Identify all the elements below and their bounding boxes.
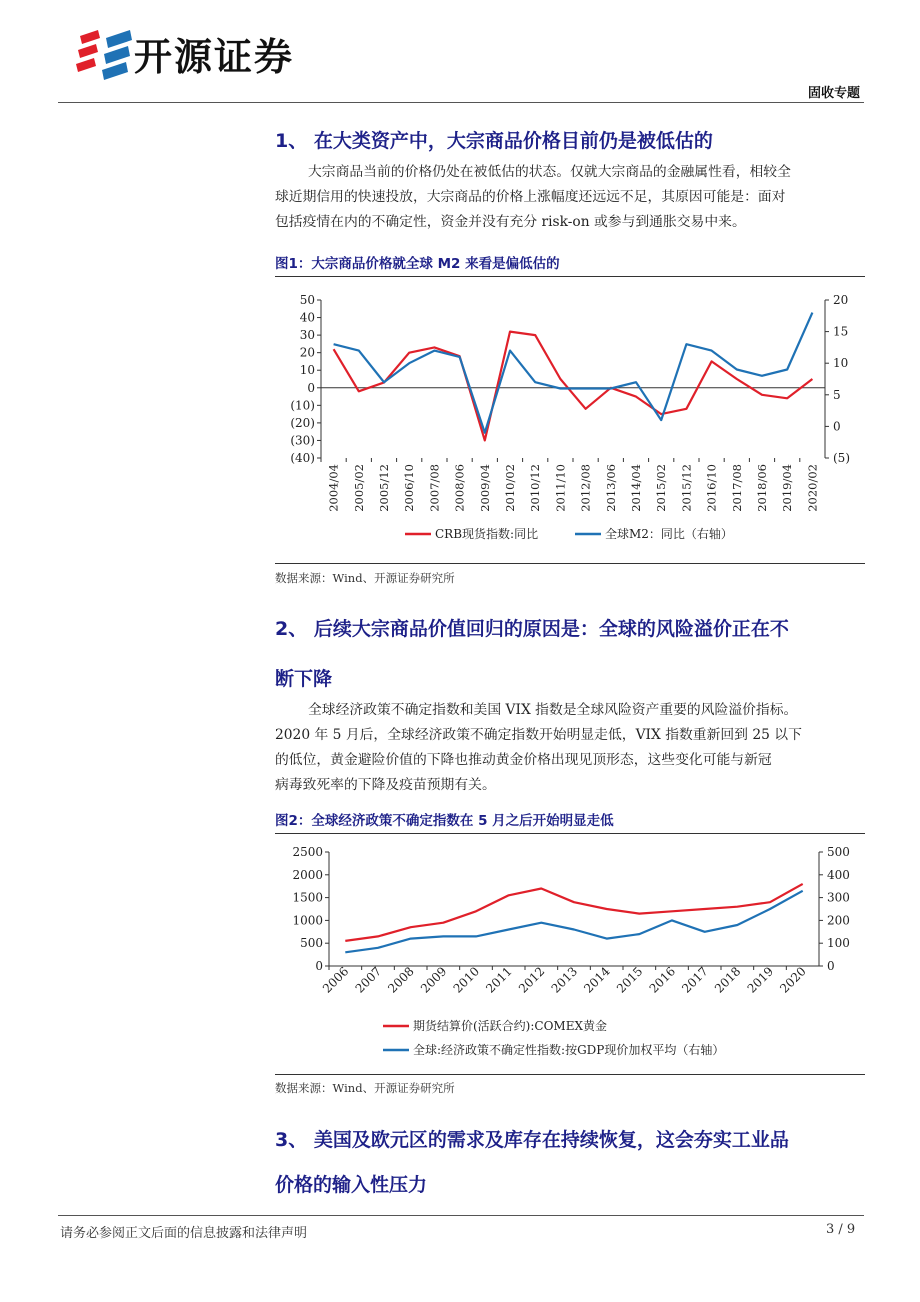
section2-heading-line-2: 断下降 — [275, 668, 333, 690]
fig1-right-tick-label: 5 — [833, 387, 841, 402]
fig1-x-tick-label: 2015/02 — [654, 464, 669, 512]
fig1-left-tick-label: (30) — [290, 433, 315, 448]
report-type: 固收专题 — [807, 86, 860, 101]
fig2-right-tick-label: 100 — [827, 936, 850, 951]
fig2-x-tick-label: 2014 — [581, 964, 613, 996]
figure1-title: 图1：大宗商品价格就全球 M2 来看是偏低估的 — [275, 256, 560, 272]
fig2-x-tick-label: 2011 — [483, 964, 515, 996]
figure1-chart — [275, 282, 865, 562]
footer-divider — [58, 1215, 864, 1216]
fig1-x-tick-label: 2018/06 — [755, 464, 769, 512]
section1-line-2: 球近期信用的快速投放，大宗商品的价格上涨幅度还远远不足，其原因可能是：面对 — [275, 189, 786, 205]
section1-line-3: 包括疫情在内的不确定性，资金并没有充分 risk-on 或参与到通胀交易中来。 — [275, 214, 746, 230]
fig2-x-tick-label: 2013 — [548, 964, 581, 996]
fig1-left-tick-label: (20) — [290, 415, 315, 430]
fig2-right-tick-label: 400 — [827, 867, 850, 882]
fig2-series-2-line — [345, 891, 802, 953]
fig1-left-tick-label: 30 — [299, 328, 315, 343]
fig2-x-tick-label: 2019 — [744, 964, 777, 996]
fig2-x-tick-label: 2009 — [417, 964, 450, 996]
fig1-x-tick-label: 2020/02 — [805, 464, 820, 512]
fig2-left-tick-label: 2000 — [292, 867, 323, 882]
fig1-left-tick-label: (40) — [290, 451, 315, 465]
fig2-x-tick-label: 2006 — [319, 964, 352, 996]
fig1-left-tick-label: 50 — [299, 293, 315, 307]
fig1-x-tick-label: 2006/10 — [402, 464, 417, 512]
fig2-x-tick-label: 2008 — [385, 964, 417, 996]
fig2-left-tick-label: 0 — [315, 959, 323, 973]
section3-heading-line-2: 价格的输入性压力 — [275, 1174, 428, 1196]
footer-disclaimer: 请务必参阅正文后面的信息披露和法律声明 — [60, 1226, 308, 1241]
fig2-x-tick-label: 2015 — [613, 964, 646, 996]
section2-heading-line-1: 2、 后续大宗商品价值回归的原因是：全球的风险溢价正在不 — [275, 618, 789, 640]
fig1-legend-label-1: CRB现货指数:同比 — [435, 527, 539, 541]
fig2-x-tick-label: 2018 — [711, 964, 744, 996]
fig1-x-tick-label: 2008/06 — [452, 464, 467, 512]
fig2-right-tick-label: 300 — [827, 890, 850, 905]
figure2-top-rule — [275, 833, 865, 834]
section2-line-1: 全球经济政策不确定指数和美国 VIX 指数是全球风险资产重要的风险溢价指标。 — [308, 702, 798, 718]
fig2-x-tick-label: 2007 — [352, 964, 385, 996]
fig2-x-tick-label: 2017 — [679, 964, 711, 996]
fig1-x-tick-label: 2007/08 — [427, 464, 442, 512]
fig1-x-tick-label: 2017/08 — [729, 464, 744, 512]
section2-line-4: 病毒致死率的下降及疫苗预期有关。 — [275, 777, 496, 793]
fig2-right-tick-label: 0 — [827, 959, 835, 973]
company-logo-icon — [76, 28, 134, 80]
fig1-x-tick-label: 2011/10 — [553, 464, 568, 512]
fig2-x-tick-label: 2012 — [515, 964, 548, 996]
figure1-top-rule — [275, 276, 865, 277]
page-number: 3 / 9 — [826, 1222, 856, 1237]
fig2-left-tick-label: 2500 — [292, 845, 323, 859]
section1-line-1: 大宗商品当前的价格仍处在被低估的状态。仅就大宗商品的金融属性看，相较全 — [308, 164, 791, 180]
figure2-bottom-rule — [275, 1074, 865, 1075]
fig1-right-tick-label: 0 — [833, 419, 841, 434]
fig1-left-tick-label: 40 — [299, 310, 315, 325]
fig1-left-tick-label: 20 — [299, 345, 315, 360]
fig2-right-tick-label: 200 — [827, 913, 850, 928]
fig1-x-tick-label: 2009/04 — [477, 464, 492, 512]
fig2-x-tick-label: 2016 — [646, 964, 679, 996]
fig1-left-tick-label: 10 — [299, 363, 315, 378]
fig2-legend-label-2: 全球:经济政策不确定性指数:按GDP现价加权平均（右轴） — [413, 1043, 725, 1057]
fig1-series-2-line — [334, 313, 813, 433]
fig1-left-tick-label: 0 — [307, 380, 315, 395]
figure1-bottom-rule — [275, 563, 865, 564]
fig1-x-tick-label: 2016/10 — [704, 464, 719, 512]
fig2-left-tick-label: 500 — [300, 936, 323, 951]
section3-heading-line-1: 3、 美国及欧元区的需求及库存在持续恢复，这会夯实工业品 — [275, 1129, 789, 1151]
fig2-left-tick-label: 1500 — [292, 890, 323, 905]
figure1-source: 数据来源：Wind、开源证券研究所 — [275, 571, 455, 585]
fig1-x-tick-label: 2010/02 — [503, 464, 517, 512]
fig1-right-tick-label: 10 — [833, 356, 849, 371]
fig2-x-tick-label: 2010 — [450, 964, 483, 996]
section2-line-2: 2020 年 5 月后，全球经济政策不确定指数开始明显走低，VIX 指数重新回到 25 以下 — [275, 727, 802, 743]
fig1-right-tick-label: (5) — [833, 451, 850, 465]
fig1-x-tick-label: 2005/12 — [377, 464, 391, 512]
figure2-chart — [275, 838, 865, 1070]
fig1-left-tick-label: (10) — [290, 398, 315, 413]
fig2-legend-label-1: 期货结算价(活跃合约):COMEX黄金 — [413, 1019, 608, 1033]
fig1-right-tick-label: 20 — [833, 293, 849, 307]
fig1-legend-label-2: 全球M2：同比（右轴） — [605, 527, 733, 541]
fig1-x-tick-label: 2013/06 — [603, 464, 618, 512]
fig1-x-tick-label: 2012/08 — [578, 464, 593, 512]
fig2-right-tick-label: 500 — [827, 845, 850, 859]
fig2-series-1-line — [345, 884, 802, 941]
fig1-x-tick-label: 2015/12 — [679, 464, 694, 512]
section1-heading: 1、 在大类资产中，大宗商品价格目前仍是被低估的 — [275, 130, 713, 152]
fig1-x-tick-label: 2004/04 — [326, 464, 341, 512]
fig1-series-1-line — [334, 332, 813, 441]
fig1-x-tick-label: 2014/04 — [629, 464, 643, 512]
fig1-x-tick-label: 2019/04 — [780, 464, 795, 512]
fig1-x-tick-label: 2005/02 — [351, 464, 366, 512]
section2-line-3: 的低位，黄金避险价值的下降也推动黄金价格出现见顶形态，这些变化可能与新冠 — [275, 752, 772, 768]
company-name: 开源证券 — [134, 35, 295, 79]
fig1-x-tick-label: 2010/12 — [528, 464, 543, 512]
figure2-source: 数据来源：Wind、开源证券研究所 — [275, 1081, 455, 1095]
fig2-left-tick-label: 1000 — [292, 913, 323, 928]
fig2-x-tick-label: 2020 — [777, 964, 809, 996]
fig1-right-tick-label: 15 — [833, 324, 849, 339]
figure2-title: 图2：全球经济政策不确定指数在 5 月之后开始明显走低 — [275, 813, 614, 829]
header-divider — [58, 102, 864, 103]
